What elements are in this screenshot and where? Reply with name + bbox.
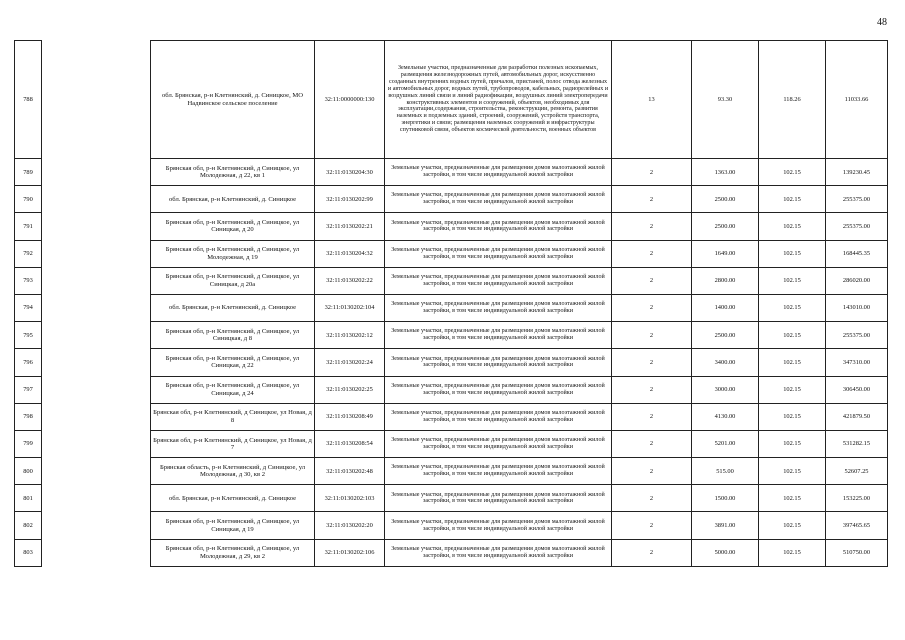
area-cell: 1400.00 bbox=[692, 294, 759, 321]
specific-value-cell: 102.15 bbox=[759, 376, 826, 403]
land-use-cell: Земельные участки, предназначенные для размещения домов малоэтажной жилой застройки, в том числе индивидуальной жилой застройки bbox=[385, 403, 612, 430]
address-cell: обл. Брянская, р-н Клетнянский, д. Синицкое, МО Надвинское сельское поселение bbox=[151, 41, 315, 159]
cadastral-number-cell: 32:11:0130202:48 bbox=[315, 458, 385, 485]
group-cell: 2 bbox=[612, 294, 692, 321]
specific-value-cell: 102.15 bbox=[759, 159, 826, 186]
spacer-cell bbox=[42, 539, 151, 566]
row-number-cell: 797 bbox=[15, 376, 42, 403]
specific-value-cell: 102.15 bbox=[759, 430, 826, 457]
group-cell: 2 bbox=[612, 349, 692, 376]
land-use-cell: Земельные участки, предназначенные для размещения домов малоэтажной жилой застройки, в том числе индивидуальной жилой застройки bbox=[385, 322, 612, 349]
row-number-cell: 802 bbox=[15, 512, 42, 539]
row-number-cell: 796 bbox=[15, 349, 42, 376]
row-number-cell: 788 bbox=[15, 41, 42, 159]
table-row bbox=[15, 213, 888, 240]
address-cell: Брянская обл, р-н Клетнянский, д Синицкое, ул Синицкая, д 20а bbox=[151, 267, 315, 294]
table-row bbox=[15, 322, 888, 349]
address-cell: обл. Брянская, р-н Клетнянский, д. Синицкое bbox=[151, 485, 315, 512]
spacer-cell bbox=[42, 458, 151, 485]
table-row bbox=[15, 240, 888, 267]
cadastral-value-table bbox=[14, 40, 888, 567]
table-row bbox=[15, 539, 888, 566]
land-use-cell: Земельные участки, предназначенные для разработки полезных ископаемых, размещения железнодорожных путей, автомобильных дорог, искусственно созданных внутренних водных путей, причалов, пристаней, полос отвода железных и автомобильных дорог, водных путей, трубопроводов, кабельных, радиорелейных и воздушных линий связи и линий радиофикации, воздушных линий электропередачи конструктивных элементов и сооружений, объектов, необходимых для эксплуатации,содержания, строительства, реконструкции, ремонта, развития наземных и подземных зданий, строений, сооружений, устройств транспорта, энергетики и связи; размещения наземных сооружений и инфраструктуры спутниковой связи, объектов космической деятельности, военных объектов bbox=[385, 41, 612, 159]
row-number-cell: 794 bbox=[15, 294, 42, 321]
cadastral-value-cell: 306450.00 bbox=[826, 376, 888, 403]
cadastral-value-cell: 255375.00 bbox=[826, 213, 888, 240]
cadastral-value-cell: 139230.45 bbox=[826, 159, 888, 186]
cadastral-value-cell: 153225.00 bbox=[826, 485, 888, 512]
spacer-cell bbox=[42, 430, 151, 457]
row-number-cell: 791 bbox=[15, 213, 42, 240]
row-number-cell: 798 bbox=[15, 403, 42, 430]
specific-value-cell: 102.15 bbox=[759, 485, 826, 512]
spacer-cell bbox=[42, 376, 151, 403]
area-cell: 2500.00 bbox=[692, 186, 759, 213]
table-row bbox=[15, 485, 888, 512]
spacer-cell bbox=[42, 159, 151, 186]
address-cell: Брянская обл, р-н Клетнянский, д Синицкое, ул Молодежная, д 22, кв 1 bbox=[151, 159, 315, 186]
specific-value-cell: 102.15 bbox=[759, 267, 826, 294]
group-cell: 2 bbox=[612, 267, 692, 294]
area-cell: 5201.00 bbox=[692, 430, 759, 457]
spacer-cell bbox=[42, 349, 151, 376]
land-use-cell: Земельные участки, предназначенные для размещения домов малоэтажной жилой застройки, в том числе индивидуальной жилой застройки bbox=[385, 430, 612, 457]
group-cell: 2 bbox=[612, 376, 692, 403]
cadastral-value-cell: 286020.00 bbox=[826, 267, 888, 294]
specific-value-cell: 102.15 bbox=[759, 294, 826, 321]
area-cell: 93.30 bbox=[692, 41, 759, 159]
specific-value-cell: 102.15 bbox=[759, 240, 826, 267]
row-number-cell: 790 bbox=[15, 186, 42, 213]
cadastral-value-cell: 11033.66 bbox=[826, 41, 888, 159]
group-cell: 2 bbox=[612, 186, 692, 213]
spacer-cell bbox=[42, 403, 151, 430]
specific-value-cell: 102.15 bbox=[759, 349, 826, 376]
cadastral-value-cell: 421879.50 bbox=[826, 403, 888, 430]
specific-value-cell: 102.15 bbox=[759, 403, 826, 430]
land-use-cell: Земельные участки, предназначенные для размещения домов малоэтажной жилой застройки, в том числе индивидуальной жилой застройки bbox=[385, 458, 612, 485]
table-row bbox=[15, 458, 888, 485]
cadastral-value-cell: 255375.00 bbox=[826, 322, 888, 349]
table-row bbox=[15, 430, 888, 457]
address-cell: Брянская обл, р-н Клетнянский, д Синицкое, ул Новая, д 8 bbox=[151, 403, 315, 430]
cadastral-number-cell: 32:11:0130204:32 bbox=[315, 240, 385, 267]
group-cell: 2 bbox=[612, 485, 692, 512]
group-cell: 2 bbox=[612, 512, 692, 539]
spacer-cell bbox=[42, 240, 151, 267]
table-row bbox=[15, 41, 888, 159]
land-use-cell: Земельные участки, предназначенные для размещения домов малоэтажной жилой застройки, в том числе индивидуальной жилой застройки bbox=[385, 512, 612, 539]
address-cell: обл. Брянская, р-н Клетнянский, д. Синицкое bbox=[151, 294, 315, 321]
row-number-cell: 800 bbox=[15, 458, 42, 485]
group-cell: 2 bbox=[612, 458, 692, 485]
cadastral-number-cell: 32:11:0130202:106 bbox=[315, 539, 385, 566]
cadastral-number-cell: 32:11:0130202:21 bbox=[315, 213, 385, 240]
spacer-cell bbox=[42, 267, 151, 294]
spacer-cell bbox=[42, 41, 151, 159]
group-cell: 2 bbox=[612, 240, 692, 267]
specific-value-cell: 102.15 bbox=[759, 539, 826, 566]
group-cell: 2 bbox=[612, 213, 692, 240]
group-cell: 2 bbox=[612, 159, 692, 186]
table-row bbox=[15, 267, 888, 294]
address-cell: Брянская обл, р-н Клетнянский, д Синицкое, ул Синицкая, д 20 bbox=[151, 213, 315, 240]
cadastral-value-cell: 168445.35 bbox=[826, 240, 888, 267]
specific-value-cell: 102.15 bbox=[759, 186, 826, 213]
table-row bbox=[15, 294, 888, 321]
group-cell: 2 bbox=[612, 430, 692, 457]
address-cell: Брянская обл, р-н Клетнянский, д Синицкое, ул Синицкая, д 8 bbox=[151, 322, 315, 349]
area-cell: 1500.00 bbox=[692, 485, 759, 512]
spacer-cell bbox=[42, 186, 151, 213]
cadastral-number-cell: 32:11:0130208:49 bbox=[315, 403, 385, 430]
specific-value-cell: 118.26 bbox=[759, 41, 826, 159]
area-cell: 1363.00 bbox=[692, 159, 759, 186]
cadastral-value-cell: 255375.00 bbox=[826, 186, 888, 213]
row-number-cell: 789 bbox=[15, 159, 42, 186]
land-use-cell: Земельные участки, предназначенные для размещения домов малоэтажной жилой застройки, в том числе индивидуальной жилой застройки bbox=[385, 294, 612, 321]
area-cell: 3891.00 bbox=[692, 512, 759, 539]
address-cell: Брянская область, р-н Клетнянский, д Синицкое, ул Молодежная, д 30, кв 2 bbox=[151, 458, 315, 485]
address-cell: обл. Брянская, р-н Клетнянский, д. Синицкое bbox=[151, 186, 315, 213]
area-cell: 2500.00 bbox=[692, 213, 759, 240]
table-row bbox=[15, 349, 888, 376]
table-body bbox=[15, 41, 888, 567]
row-number-cell: 801 bbox=[15, 485, 42, 512]
cadastral-number-cell: 32:11:0000000:130 bbox=[315, 41, 385, 159]
cadastral-value-cell: 397465.65 bbox=[826, 512, 888, 539]
spacer-cell bbox=[42, 213, 151, 240]
cadastral-value-cell: 531282.15 bbox=[826, 430, 888, 457]
area-cell: 3400.00 bbox=[692, 349, 759, 376]
cadastral-value-cell: 143010.00 bbox=[826, 294, 888, 321]
address-cell: Брянская обл, р-н Клетнянский, д Синицкое, ул Синицкая, д 22 bbox=[151, 349, 315, 376]
cadastral-number-cell: 32:11:0130204:30 bbox=[315, 159, 385, 186]
area-cell: 2800.00 bbox=[692, 267, 759, 294]
spacer-cell bbox=[42, 294, 151, 321]
cadastral-number-cell: 32:11:0130202:104 bbox=[315, 294, 385, 321]
group-cell: 13 bbox=[612, 41, 692, 159]
specific-value-cell: 102.15 bbox=[759, 213, 826, 240]
cadastral-value-cell: 52607.25 bbox=[826, 458, 888, 485]
specific-value-cell: 102.15 bbox=[759, 512, 826, 539]
group-cell: 2 bbox=[612, 539, 692, 566]
area-cell: 5000.00 bbox=[692, 539, 759, 566]
cadastral-value-cell: 510750.00 bbox=[826, 539, 888, 566]
spacer-cell bbox=[42, 485, 151, 512]
table-row bbox=[15, 186, 888, 213]
table-row bbox=[15, 376, 888, 403]
cadastral-number-cell: 32:11:0130202:99 bbox=[315, 186, 385, 213]
land-use-cell: Земельные участки, предназначенные для размещения домов малоэтажной жилой застройки, в том числе индивидуальной жилой застройки bbox=[385, 539, 612, 566]
address-cell: Брянская обл, р-н Клетнянский, д Синицкое, ул Синицкая, д 24 bbox=[151, 376, 315, 403]
row-number-cell: 799 bbox=[15, 430, 42, 457]
cadastral-number-cell: 32:11:0130208:54 bbox=[315, 430, 385, 457]
land-use-cell: Земельные участки, предназначенные для размещения домов малоэтажной жилой застройки, в том числе индивидуальной жилой застройки bbox=[385, 267, 612, 294]
area-cell: 3000.00 bbox=[692, 376, 759, 403]
row-number-cell: 803 bbox=[15, 539, 42, 566]
cadastral-number-cell: 32:11:0130202:22 bbox=[315, 267, 385, 294]
cadastral-number-cell: 32:11:0130202:20 bbox=[315, 512, 385, 539]
area-cell: 2500.00 bbox=[692, 322, 759, 349]
cadastral-number-cell: 32:11:0130202:103 bbox=[315, 485, 385, 512]
table-row bbox=[15, 159, 888, 186]
spacer-cell bbox=[42, 322, 151, 349]
cadastral-number-cell: 32:11:0130202:12 bbox=[315, 322, 385, 349]
group-cell: 2 bbox=[612, 403, 692, 430]
address-cell: Брянская обл, р-н Клетнянский, д Синицкое, ул Синицкая, д 19 bbox=[151, 512, 315, 539]
group-cell: 2 bbox=[612, 322, 692, 349]
cadastral-number-cell: 32:11:0130202:25 bbox=[315, 376, 385, 403]
area-cell: 515.00 bbox=[692, 458, 759, 485]
land-use-cell: Земельные участки, предназначенные для размещения домов малоэтажной жилой застройки, в том числе индивидуальной жилой застройки bbox=[385, 376, 612, 403]
area-cell: 1649.00 bbox=[692, 240, 759, 267]
address-cell: Брянская обл, р-н Клетнянский, д Синицкое, ул Новая, д 7 bbox=[151, 430, 315, 457]
spacer-cell bbox=[42, 512, 151, 539]
cadastral-number-cell: 32:11:0130202:24 bbox=[315, 349, 385, 376]
row-number-cell: 793 bbox=[15, 267, 42, 294]
land-use-cell: Земельные участки, предназначенные для размещения домов малоэтажной жилой застройки, в том числе индивидуальной жилой застройки bbox=[385, 159, 612, 186]
specific-value-cell: 102.15 bbox=[759, 322, 826, 349]
table-row bbox=[15, 403, 888, 430]
row-number-cell: 795 bbox=[15, 322, 42, 349]
row-number-cell: 792 bbox=[15, 240, 42, 267]
table-row bbox=[15, 512, 888, 539]
land-use-cell: Земельные участки, предназначенные для размещения домов малоэтажной жилой застройки, в том числе индивидуальной жилой застройки bbox=[385, 213, 612, 240]
land-use-cell: Земельные участки, предназначенные для размещения домов малоэтажной жилой застройки, в том числе индивидуальной жилой застройки bbox=[385, 349, 612, 376]
area-cell: 4130.00 bbox=[692, 403, 759, 430]
land-use-cell: Земельные участки, предназначенные для размещения домов малоэтажной жилой застройки, в том числе индивидуальной жилой застройки bbox=[385, 485, 612, 512]
page-number: 48 bbox=[877, 17, 887, 28]
land-use-cell: Земельные участки, предназначенные для размещения домов малоэтажной жилой застройки, в том числе индивидуальной жилой застройки bbox=[385, 240, 612, 267]
cadastral-value-cell: 347310.00 bbox=[826, 349, 888, 376]
specific-value-cell: 102.15 bbox=[759, 458, 826, 485]
address-cell: Брянская обл, р-н Клетнянский, д Синицкое, ул Молодежная, д 29, кв 2 bbox=[151, 539, 315, 566]
land-use-cell: Земельные участки, предназначенные для размещения домов малоэтажной жилой застройки, в том числе индивидуальной жилой застройки bbox=[385, 186, 612, 213]
address-cell: Брянская обл, р-н Клетнянский, д Синицкое, ул Молодежная, д 19 bbox=[151, 240, 315, 267]
